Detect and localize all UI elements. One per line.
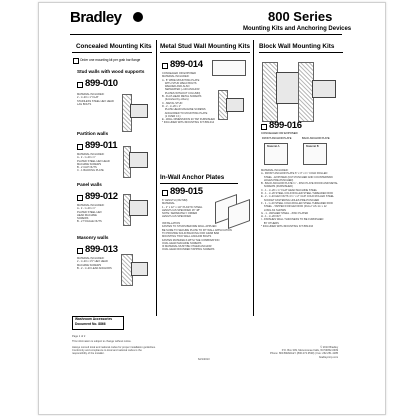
kit-checkbox: [162, 63, 168, 69]
company-address: © 2013 Bradley P.O. Box 309, Menomonee Falls, WI 53052-0309 Phone: 800.BRADLEY (800.272.3539) | Fax: 262.251.4185 bradleycorp.com: [270, 346, 339, 359]
model-number: 899-013: [85, 244, 118, 255]
heading-underline: [72, 52, 152, 53]
block-title: Partition walls: [77, 131, 109, 136]
front-plate-label: FRONT ANCHOR PLATE: [262, 137, 292, 140]
material-text: MATERIAL INCLUDED: A - 2 - ¼-20 x 1" PLATED STEEL HEX HEAD MACHINE SCREWS B - 2 TOGGLE NUTS: [77, 204, 105, 224]
flange-diagram: [129, 152, 148, 168]
option-label: Order one mounting kit per grab bar flange: [80, 57, 141, 62]
revision-date: 6/21/2013: [198, 358, 210, 361]
material-a-label: Material A: [267, 144, 280, 148]
material-text: MATERIAL INCLUDED: A - 2 - ¼-20 x 1" PLATED STEEL HEX HEAD MACHINE SCREWS B - 2 CLIP NUTS C - 1 BACKING PLATE: [77, 153, 110, 173]
heading-underline: [160, 183, 238, 184]
header-rule: [70, 34, 342, 35]
material-text: CONCEALED OR EXPOSED MATERIAL INCLUDED: A - 8" WIDE MOUNTING PLATE WITH STUD WELD BOLTS WELDED AND ALSO SEPARATED (~100 ANCHOR PLATES WITHOUT COLUMN) B - FLAT-HEAD METAL SCREWS (furnished by others) C - METAL STUD D - 2 - ¼-20 x 1" PLATE HEAD MACHINE SCREWS ANCHORED TO MOUNTING PLATE (1 OVER 4 1) E - WALL DIMENSIONS 20 TAP FURNISHED * INCLUDED WITH MOUNTING KIT 899-014: [162, 72, 215, 125]
flange-diagram: [312, 80, 336, 98]
code-notice: Always consult local and national codes for proper installation guidelines. Conformity and compliance to local and national codes is the responsibility of the installer.: [72, 346, 156, 356]
kit-checkbox: [162, 190, 168, 196]
material-text: MATERIAL INCLUDED: 2 - ¼-20 x 1" FLAT STAINLESS STEEL HEX HEAD LAG BOLTS: [77, 93, 114, 106]
model-number: 899-012: [85, 191, 118, 202]
kit-checkbox: [261, 124, 267, 130]
metal-stud-heading: Metal Stud Wall Mounting Kits: [160, 43, 251, 50]
concealed-heading: Concealed Mounting Kits: [76, 43, 152, 50]
brand-mark-icon: [133, 12, 143, 22]
material-text: MATERIAL INCLUDED: 2 - ¼-20 x 1½" HEX HEAD MACHINE SCREWS B - 2 - ¼-20 LEAD ANCHORS: [77, 257, 112, 270]
page-subtitle: Mounting Kits and Anchoring Devices: [243, 26, 352, 32]
mounting-plate-diagram: [212, 60, 246, 76]
flange-diagram: [129, 200, 148, 216]
flange-diagram: [131, 262, 148, 276]
block-title: Masonry walls: [77, 235, 109, 240]
heading-underline: [160, 52, 250, 53]
heading-underline: [259, 52, 343, 53]
block-title: Stud walls with wood supports: [77, 69, 145, 74]
model-number: 899-016: [269, 120, 302, 131]
model-number: 899-015: [170, 186, 203, 197]
kit-checkbox: [77, 82, 83, 88]
page-number: Page 1 of 2: [72, 335, 86, 338]
flange-diagram: [130, 104, 148, 118]
back-plate-label: BACK ANCHOR PLATE: [302, 137, 330, 140]
kit-checkbox: [77, 248, 83, 254]
anchor-assembly-diagram: [276, 72, 300, 104]
material-text: MATERIAL INCLUDED: A - FRONT ANCHOR PLATE 6" x 3" x ¼" COLD ROLLED STEEL - EXPOSED (CUT-PUNCHED AND COUNTERSINK HOLES PRE-PUNCHED) B - BACK ANCHOR PLATE ¼" - ZINC PLATE WOOD AND METAL SCREWS (FURNISHED) C - 1 - ¼-20 x ¼" FLAT HEAD MACHINE STEEL D - 1 - ¼-20 STEEL COLD ROLLED STEEL THREADED ROD E - 2 - ¼-20 HEX NUTS 4 ¼" x 2" CLIP COLD ROLLED STEEL SOCKET FASTENING HOLES PRE-PUNCHED F - 1 - ¼-20 STEEL COLD-ROLLED STEEL THREADED ROD STEEL - TAPPED FOR HEX ROD (FULLY AS 1¼ x 12 LONG AS SHOWN G - 1 - WASHER STEEL - ZINC PLATED H - 1 - ¼-20 NUT I - FINISHES WALL THICKNESS TO BE FURNISHED BY OTHERS * INCLUDED WITH MOUNTING KIT 899-016: [261, 169, 338, 229]
column-divider: [156, 40, 157, 316]
material-text: 6" LENGTH (152 MM) MATERIAL 1 - 1" x 12" x 1/2" PLASTIC STEEL LENGTH AS SPECIFIED 16" 48" NOTE: SEPARATELY ORDER LENGTH AS SPECIFIED INSTALLATION FASTEN TO STUDS BEFORE WALL APPLIED. BE SURE TO SECURE PLATE TO FIT WALL APPLICATION TO PROVIDE SOLID BACKING FOR GRAB BAR MOUNTING TWO WALL ANCHOR BOLTS FASTEN MATERIALS WITH THE COMBINATION OVAL HEAD MACHINE SCREWS IF MATERIAL MUST BE OTHER ANCHOR OVAL HEAD ROUNDED TAPPING SCREWS: [162, 199, 232, 252]
material-b-label: Material B: [306, 144, 319, 148]
kit-checkbox: [77, 195, 83, 201]
in-wall-heading: In-Wall Anchor Plates: [160, 174, 225, 181]
block-wall-heading: Block Wall Mounting Kits: [259, 43, 335, 50]
doc-box-line1: Washroom Accessories: [75, 317, 113, 321]
block-title: Panel walls: [77, 182, 102, 187]
kit-checkbox: [77, 144, 83, 150]
column-divider: [253, 40, 254, 316]
notice-text: This information is subject to change without notice.: [72, 340, 132, 343]
model-number: 899-014: [170, 59, 203, 70]
doc-box-line2: Document No. 8866: [75, 322, 106, 326]
option-checkbox: [73, 58, 79, 64]
model-number: 899-011: [85, 140, 118, 151]
brand-logo: Bradley: [70, 9, 122, 26]
flange-diagram: [226, 98, 244, 112]
option-text: CONCEALED OR EXPOSED: [261, 131, 298, 135]
model-number: 899-010: [85, 78, 118, 89]
series-title: 800 Series: [268, 9, 333, 24]
